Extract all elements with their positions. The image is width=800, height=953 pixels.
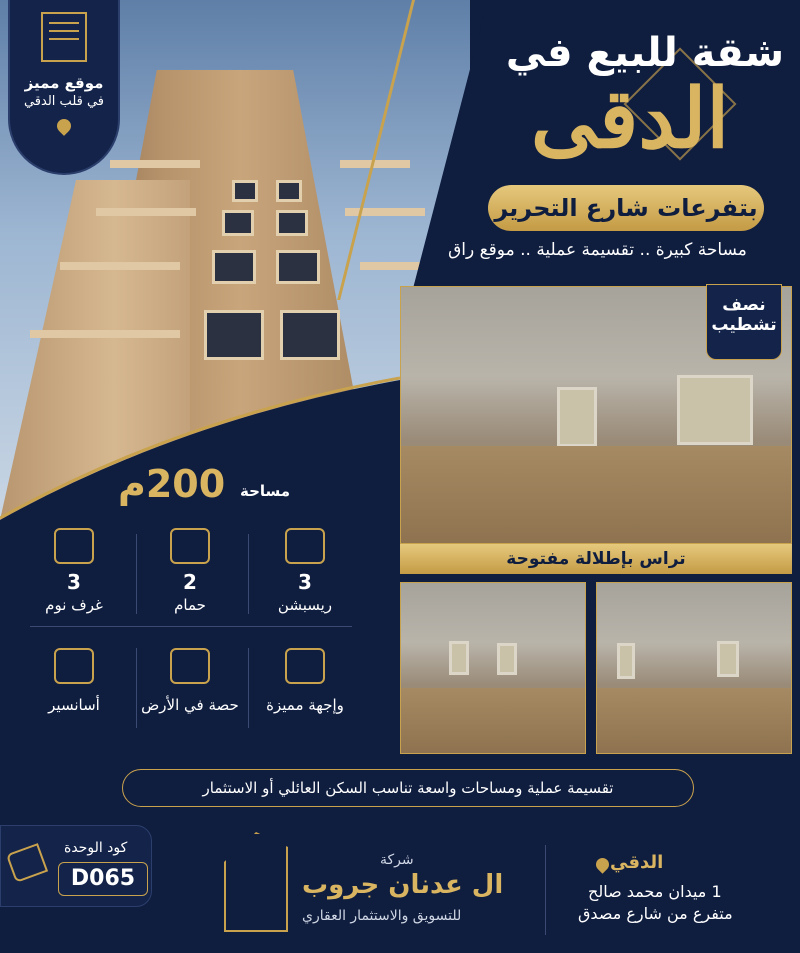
title-main: الدقى: [530, 71, 730, 167]
divider: [545, 845, 546, 935]
window: [276, 180, 302, 202]
spec-label: ريسبشن: [277, 596, 333, 614]
spec-bedrooms: [24, 528, 124, 614]
balcony: [30, 330, 180, 338]
window: [212, 250, 256, 284]
photo-caption: تراس بإطلالة مفتوحة: [400, 544, 792, 574]
area-value: 200م: [118, 462, 226, 506]
feature-label: حصة في الأرض: [141, 696, 239, 714]
spec-number: 2: [183, 570, 197, 594]
area-label: مساحة: [240, 482, 291, 500]
window: [280, 310, 340, 360]
divider: [248, 648, 249, 728]
badge-title: موقع مميز: [24, 74, 104, 92]
location-badge: [8, 0, 120, 175]
door-opening: [449, 641, 469, 675]
spec-label: غرف نوم: [45, 596, 103, 614]
window: [276, 250, 320, 284]
feature-elevator: [24, 648, 124, 714]
finishing-tag: [706, 284, 782, 360]
door-opening: [717, 641, 739, 677]
spec-label: حمام: [174, 596, 206, 614]
window: [232, 180, 258, 202]
map-pin-icon: [593, 855, 611, 873]
window: [222, 210, 254, 236]
window-opening: [677, 375, 753, 445]
spec-number: 3: [298, 570, 312, 594]
finishing-line2: تشطيب: [711, 315, 777, 335]
unit-code-label: كود الوحدة: [64, 840, 128, 856]
spec-number: 3: [67, 570, 81, 594]
title-top: شقة للبيع في: [505, 30, 785, 76]
building-icon: [41, 12, 87, 62]
street-pill: بتفرعات شارع التحرير: [488, 185, 764, 231]
bed-icon: [54, 528, 94, 564]
feature-facade: [255, 648, 355, 714]
building-facade-icon: [285, 648, 325, 684]
subtitle: مساحة كبيرة .. تقسيمة عملية .. موقع راق: [448, 240, 747, 260]
interior-photo: [400, 582, 586, 754]
door-opening: [497, 643, 517, 675]
balcony: [340, 160, 410, 168]
interior-photo: [596, 582, 792, 754]
feature-label: وإجهة مميزة: [266, 696, 344, 714]
feature-label: أسانسير: [48, 696, 100, 714]
sand-floor: [401, 688, 585, 753]
window-opening: [617, 643, 635, 679]
company-name: ال عدنان جروب: [302, 870, 504, 900]
divider: [136, 648, 137, 728]
address-city: الدقي: [610, 852, 664, 873]
sand-floor: [401, 446, 791, 543]
window: [276, 210, 308, 236]
window: [204, 310, 264, 360]
balcony: [60, 262, 180, 270]
company-label: شركة: [380, 852, 414, 868]
divider: [30, 626, 352, 627]
elevator-icon: [54, 648, 94, 684]
company-logo-icon: [224, 832, 288, 932]
door-opening: [557, 387, 597, 447]
feature-land: [140, 648, 240, 714]
spec-bathroom: [140, 528, 240, 614]
balcony: [96, 208, 196, 216]
divider: [136, 534, 137, 614]
balcony: [345, 208, 425, 216]
badge-subtitle: في قلب الدقي: [23, 94, 105, 109]
bathtub-icon: [170, 528, 210, 564]
unit-code-value: D065: [58, 862, 148, 896]
sofa-icon: [285, 528, 325, 564]
sand-floor: [597, 688, 791, 753]
land-plot-icon: [170, 648, 210, 684]
address-line2: متفرع من شارع مصدق: [578, 904, 733, 923]
address-line1: 1 ميدان محمد صالح: [588, 882, 722, 901]
balcony: [110, 160, 200, 168]
company-tagline: للتسويق والاستثمار العقاري: [302, 908, 462, 924]
spec-reception: [255, 528, 355, 614]
feature-bar: تقسيمة عملية ومساحات واسعة تناسب السكن العائلي أو الاستثمار: [122, 769, 694, 807]
divider: [248, 534, 249, 614]
map-pin-icon: [54, 116, 74, 136]
finishing-line1: نصف: [722, 295, 766, 315]
